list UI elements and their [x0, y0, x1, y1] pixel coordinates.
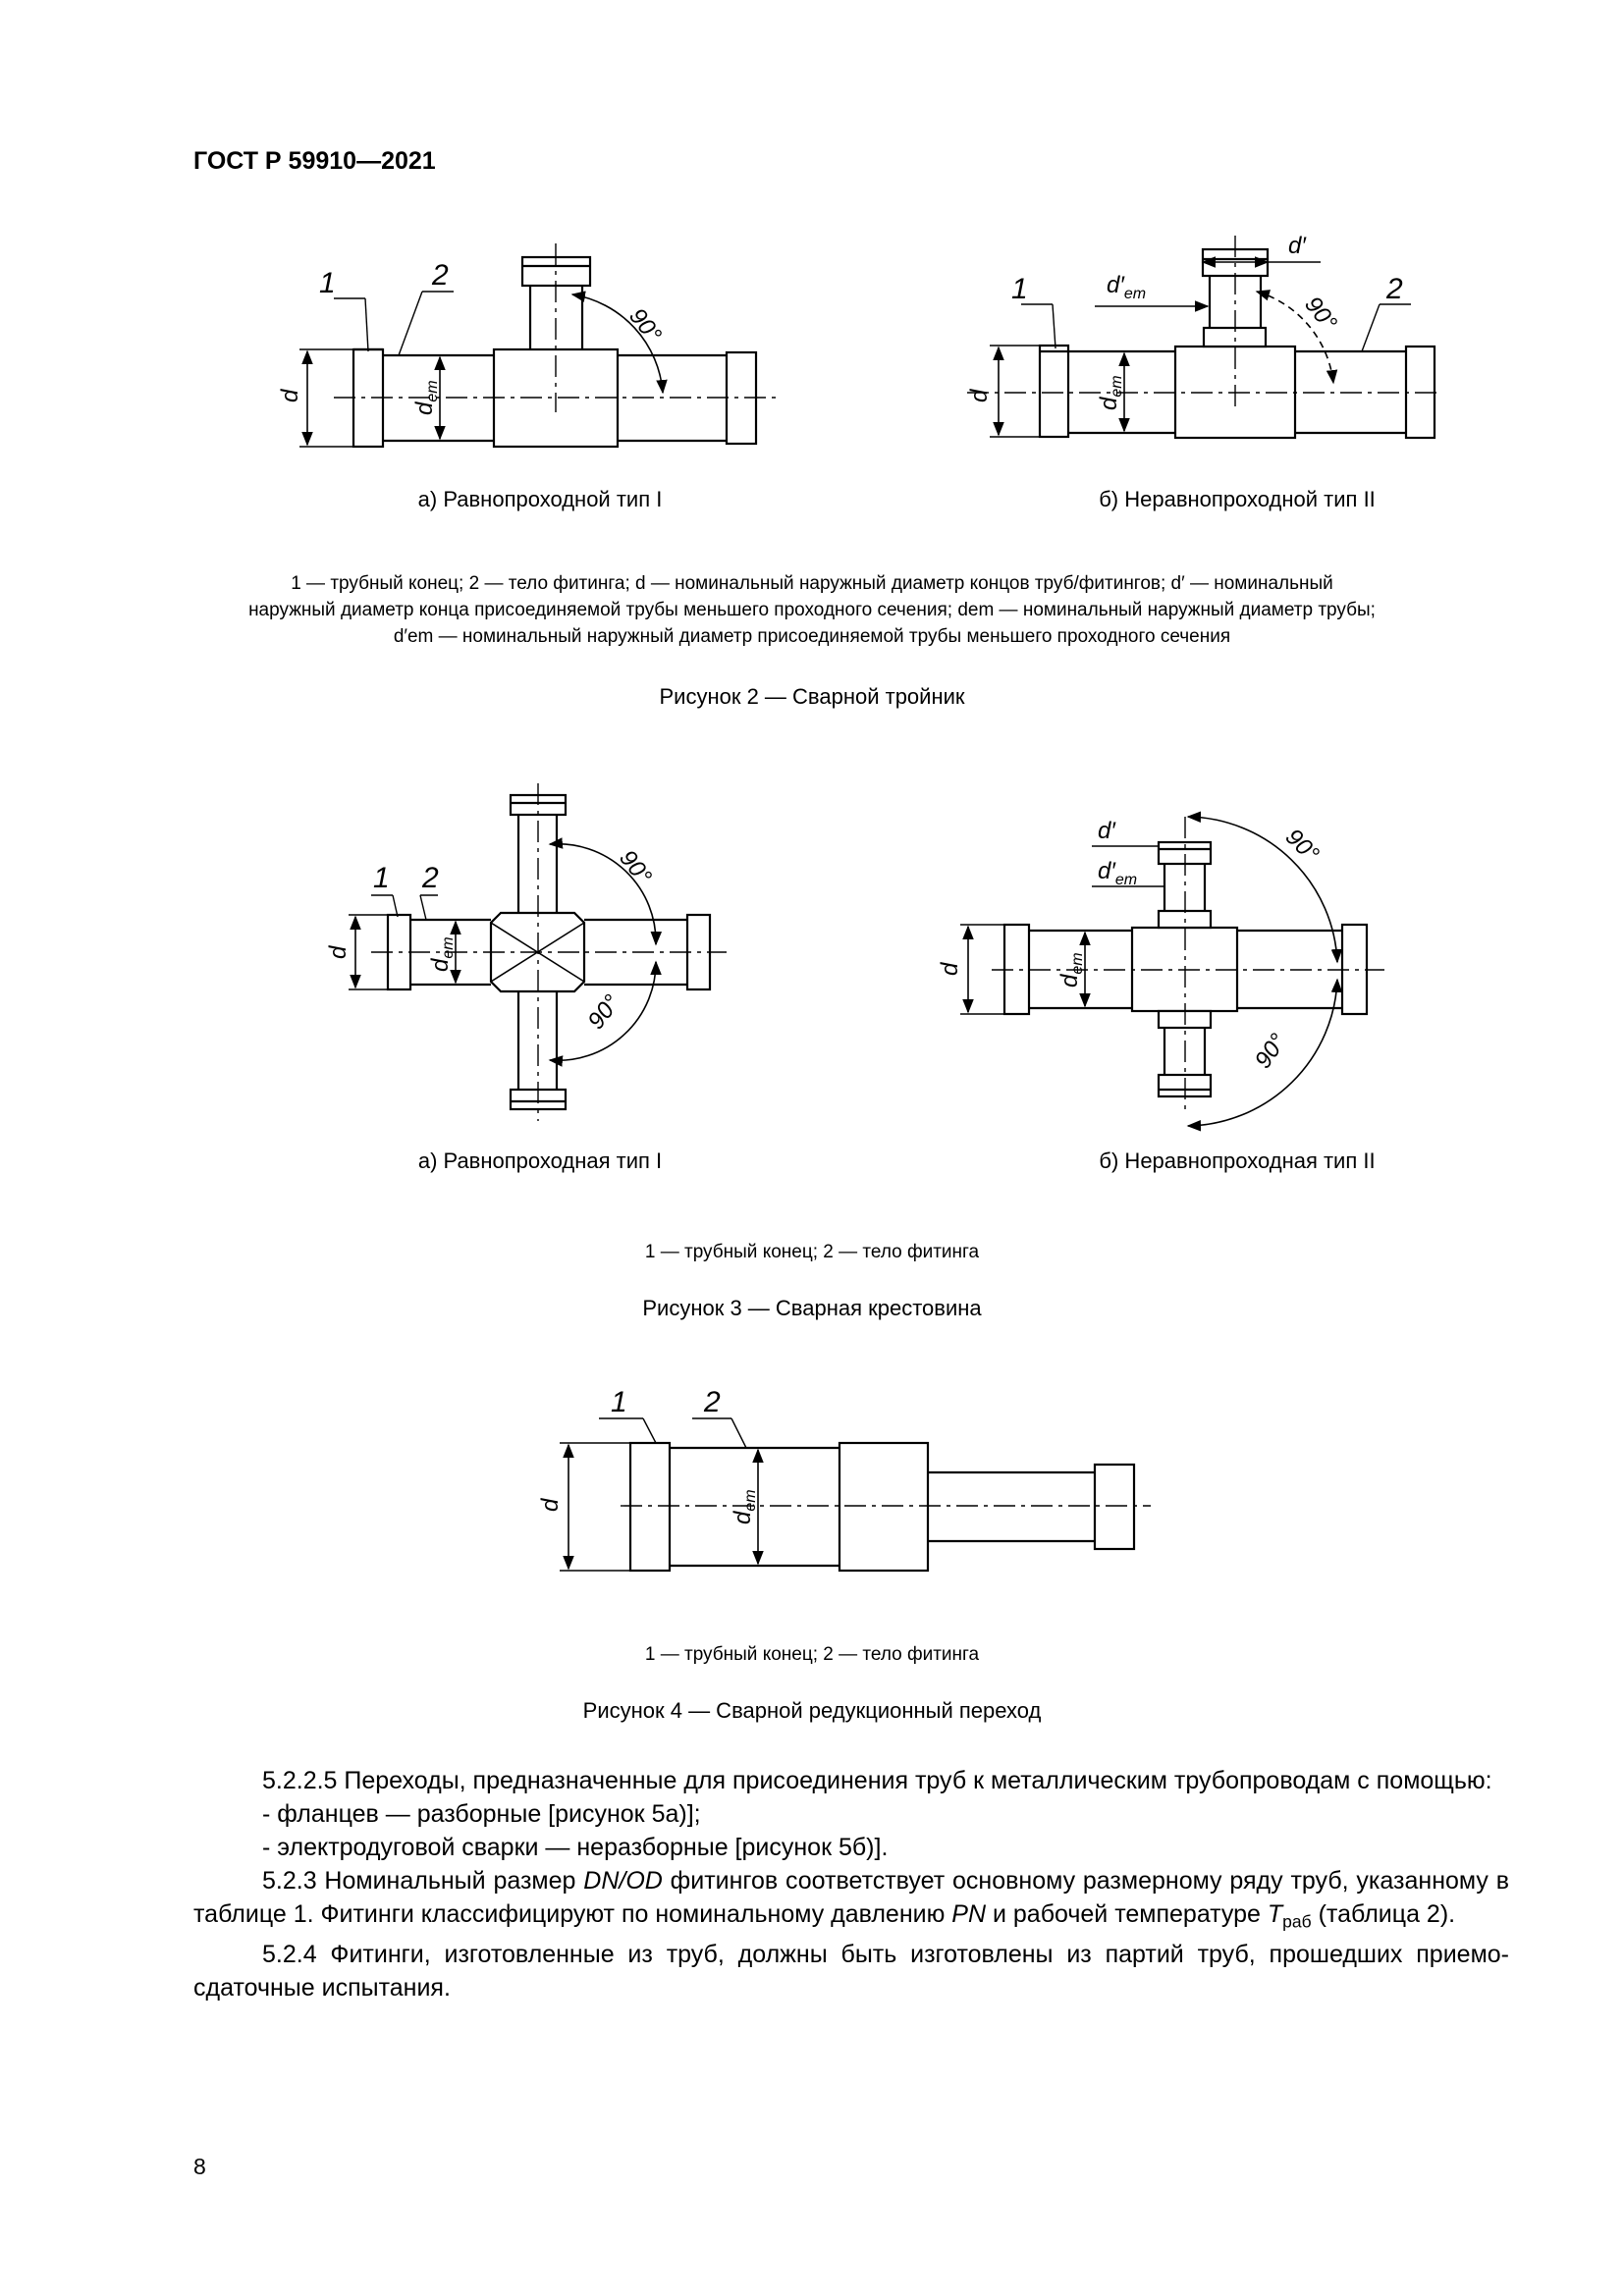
figure-3-title: Рисунок 3 — Сварная крестовина — [642, 1296, 982, 1320]
label-d-em: $d_{em}$ — [427, 936, 457, 972]
paragraph-5-2-4: 5.2.4 Фитинги, изготовленные из труб, должны быть изготовлены из партий труб, прошедших приемо-сдаточные испытания. — [193, 1941, 1509, 2002]
figure-2-caption-a: а) Равнопроходной тип I — [417, 487, 663, 511]
label-angle: 90° — [1299, 292, 1342, 337]
label-angle: 90° — [623, 303, 667, 348]
figure-4-legend: 1 — трубный конец; 2 — тело фитинга — [644, 1644, 980, 1665]
paragraph-5-2-2-5: 5.2.2.5 Переходы, предназначенные для присоединения труб к металлическим трубопроводам с помощью: — [262, 1767, 1492, 1794]
label-fitting-body: 2 — [704, 1386, 721, 1418]
label-fitting-body: 2 — [432, 259, 449, 292]
cross-reduced-labels — [937, 818, 1325, 1073]
label-pipe-end: 1 — [1011, 273, 1028, 305]
legend-line-1: 1 — трубный конец; 2 — тело фитинга; d — номинальный наружный диаметр концов труб/фитингов; d′ — номинальный — [291, 573, 1333, 594]
label-pipe-end: 1 — [373, 862, 390, 894]
list-item-flanges: - фланцев — разборные [рисунок 5а)]; — [262, 1800, 701, 1828]
figure-3-drawing — [0, 766, 1624, 1178]
label-d: d — [966, 389, 993, 402]
label-angle-bottom: 90° — [582, 989, 626, 1035]
document-header: ГОСТ Р 59910—2021 — [193, 147, 436, 175]
reducer-drawing — [560, 1418, 1151, 1571]
label-d-em: $d_{em}$ — [1056, 952, 1086, 988]
figure-3-caption-a: а) Равнопроходная тип I — [417, 1148, 663, 1173]
label-angle-top: 90° — [614, 845, 657, 890]
label-pipe-end: 1 — [319, 267, 336, 299]
label-d: d — [277, 389, 303, 402]
label-d-em: $d_{em}$ — [411, 380, 441, 415]
label-fitting-body: 2 — [422, 862, 439, 894]
figure-2-title: Рисунок 2 — Сварной тройник — [659, 684, 965, 709]
label-d-em: $d_{em}$ — [730, 1489, 759, 1524]
list-item-welding: - электродуговой сварки — неразборные [рисунок 5б)]. — [262, 1834, 889, 1861]
tee-equal-type-i — [299, 243, 776, 447]
figure-4-title: Рисунок 4 — Сварной редукционный переход — [582, 1698, 1042, 1723]
tee-reduced-type-ii — [967, 236, 1438, 438]
label-d: d — [325, 945, 352, 959]
label-d-prime: d′ — [1098, 818, 1115, 844]
label-d: d — [937, 962, 963, 976]
label-d-prime-em: $d'_{em}$ — [1107, 272, 1147, 302]
cross-reduced-type-ii — [960, 817, 1384, 1126]
label-angle-bottom: 90° — [1249, 1029, 1292, 1074]
label-d-prime: d′ — [1288, 233, 1306, 259]
legend-line-3: d′em — номинальный наружный диаметр присоединяемой трубы меньшего проходного сечения — [393, 626, 1231, 647]
figure-2-legend — [187, 570, 1437, 650]
page-number: 8 — [193, 2154, 206, 2179]
figure-3-legend: 1 — трубный конец; 2 — тело фитинга — [644, 1242, 980, 1262]
label-fitting-body: 2 — [1386, 273, 1403, 305]
cross-equal-type-i — [349, 783, 727, 1121]
label-d: d — [537, 1498, 564, 1512]
figure-4-drawing — [0, 1374, 1624, 1610]
paragraph-5-2-3: 5.2.3 Номинальный размер DN/OD фитингов соответствует основному размерному ряду труб, указанному в таблице 1. Фитинги классифицируют по номинальному давлению PN и рабочей температуре $T_{раб}$ (таблица 2). — [193, 1867, 1509, 1932]
label-pipe-end: 1 — [611, 1386, 627, 1418]
figure-2-caption-b: б) Неравнопроходной тип II — [1099, 487, 1376, 511]
label-angle-top: 90° — [1279, 824, 1325, 868]
label-d-prime-em: $d'_{em}$ — [1098, 858, 1138, 888]
legend-line-2: наружный диаметр конца присоединяемой трубы меньшего проходного сечения; dem — номинальный наружный диаметр трубы; — [248, 600, 1376, 620]
figure-3-caption-b: б) Неравнопроходная тип II — [1099, 1148, 1376, 1173]
body-text — [193, 1764, 1509, 2004]
label-d-em: $d_{em}$ — [1096, 375, 1125, 410]
